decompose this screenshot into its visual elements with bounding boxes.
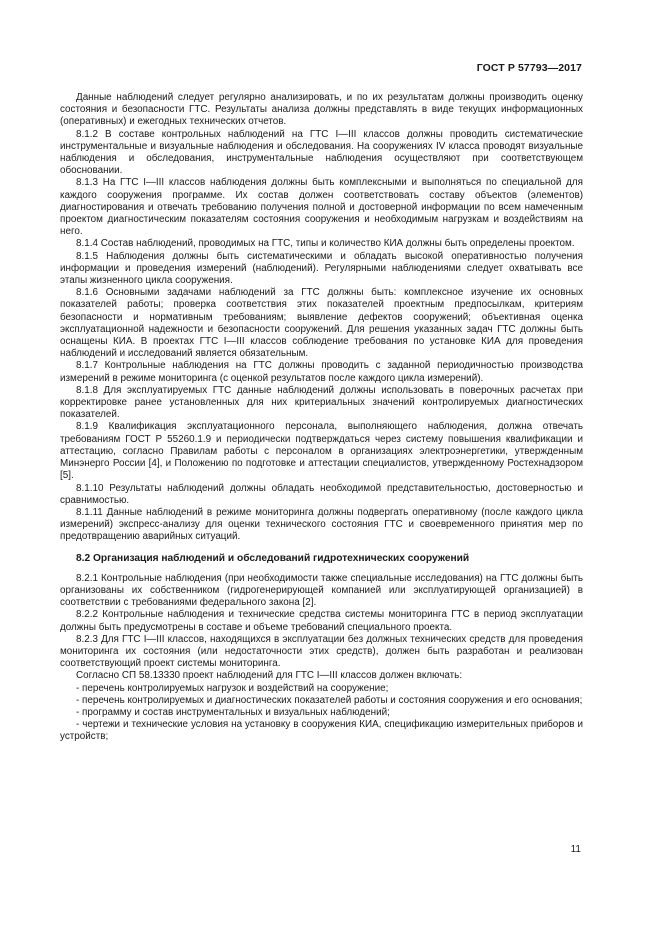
- paragraph-8-1-9: 8.1.9 Квалификация эксплуатационного персонала, выполняющего наблюдения, должна отвечать требованиям ГОСТ Р 55260.1.9 и периодически подтверждаться через систему повышения квалификации и аттестацию, согласно Правилам работы с персоналом в организациях электроэнергетики, утвержденным Минэнерго России [4], и Положению по подготовке и аттестации специалистов, утвержденному Ростехнадзором [5].: [60, 421, 583, 482]
- paragraph-8-1-5: 8.1.5 Наблюдения должны быть систематическими и обладать высокой оперативностью получения информации и проведения измерений (наблюдений). Регулярными наблюдениями следует охватывать все этапы жизненного цикла сооружения.: [60, 250, 583, 287]
- paragraph-8-1-4: 8.1.4 Состав наблюдений, проводимых на ГТС, типы и количество КИА должны быть определены проектом.: [76, 238, 575, 250]
- paragraph-8-1-10: 8.1.10 Результаты наблюдений должны обладать необходимой представительностью, достоверностью и сравнимостью.: [60, 482, 583, 506]
- section-heading-8-2: 8.2 Организация наблюдений и обследований гидротехнических сооружений: [76, 552, 470, 564]
- paragraph-sp-58: Согласно СП 58.13330 проект наблюдений для ГТС I—III классов должен включать:: [76, 670, 463, 682]
- paragraph-8-1-3: 8.1.3 На ГТС I—III классов наблюдения должны быть комплексными и выполняться по специальной для каждого сооружения программе. Их состав должен соответствовать составу объектов (элементов) диагностирования и отвечать требованию получения полной и достоверной информации по всем намеченным проектом диагностическим показателям состояния сооружения и необходимым нагрузкам и воздействиям на него.: [60, 177, 583, 238]
- list-item: - перечень контролируемых нагрузок и воздействий на сооружение;: [76, 682, 389, 694]
- paragraph-8-1-6: 8.1.6 Основными задачами наблюдений за ГТС должны быть: комплексное изучение их основных показателей работы; проверка соответствия этих показателей проектным предпосылкам, критериям безопасности и нормативным требованиям; выявление дефектов сооружений; объективная оценка эксплуатационной надежности и безопасности сооружений. Для решения указанных задач ГТС должны быть оснащены КИА. В проектах ГТС I—III классов соблюдение требования по установке КИА для проведения наблюдений и исследований является обязательным.: [60, 287, 583, 360]
- paragraph-8-1-2: 8.1.2 В составе контрольных наблюдений на ГТС I—III классов должны проводить систематические инструментальные и визуальные наблюдения и обследования. На сооружениях IV класса проводят визуальные наблюдения и обследования, инструментальные наблюдения осуществляют при соответствующем обосновании.: [60, 128, 583, 177]
- list-item: - программу и состав инструментальных и визуальных наблюдений;: [76, 706, 390, 718]
- paragraph-8-1-8: 8.1.8 Для эксплуатируемых ГТС данные наблюдений должны использовать в поверочных расчетах при корректировке ранее установленных для них критериальных значений контролируемых диагностических показателей.: [60, 384, 583, 421]
- page-number: 11: [570, 844, 581, 855]
- document-code-header: ГОСТ Р 57793—2017: [476, 62, 582, 74]
- paragraph-8-2-1: 8.2.1 Контрольные наблюдения (при необходимости также специальные исследования) на ГТС должны быть организованы их собственником (гидрогенерирующей компанией или эксплуатирующей организацией) в соответствии с требованиями федерального закона [2].: [60, 572, 583, 609]
- paragraph-8-1-7: 8.1.7 Контрольные наблюдения на ГТС должны проводить с заданной периодичностью производства измерений в режиме мониторинга (с оценкой результатов после каждого цикла измерений).: [60, 360, 583, 384]
- paragraph: Данные наблюдений следует регулярно анализировать, и по их результатам должны производить оценку состояния и безопасности ГТС. Результаты анализа должны представлять в виде текущих информационных (оперативных) и ежегодных технических отчетов.: [60, 92, 583, 128]
- list-item: - чертежи и технические условия на установку в сооружения КИА, спецификацию измерительных приборов и устройств;: [60, 719, 583, 743]
- paragraph-8-2-3: 8.2.3 Для ГТС I—III классов, находящихся в эксплуатации без должных технических средств для проведения мониторинга их состояния (или недостаточности этих средств), должен быть разработан и реализован соответствующий проект системы мониторинга.: [60, 633, 583, 670]
- document-body: [60, 92, 583, 744]
- list-item: - перечень контролируемых и диагностических показателей работы и состояния сооружения и его основания;: [76, 694, 583, 706]
- paragraph-8-1-11: 8.1.11 Данные наблюдений в режиме мониторинга должны подвергать оперативному (после каждого цикла измерений) экспресс-анализу для оценки технического состояния ГТС и своевременного принятия мер по предотвращению аварийных ситуаций.: [60, 506, 583, 543]
- paragraph-8-2-2: 8.2.2 Контрольные наблюдения и технические средства системы мониторинга ГТС в период эксплуатации должны быть предусмотрены в составе и объеме требований специального проекта.: [60, 609, 583, 633]
